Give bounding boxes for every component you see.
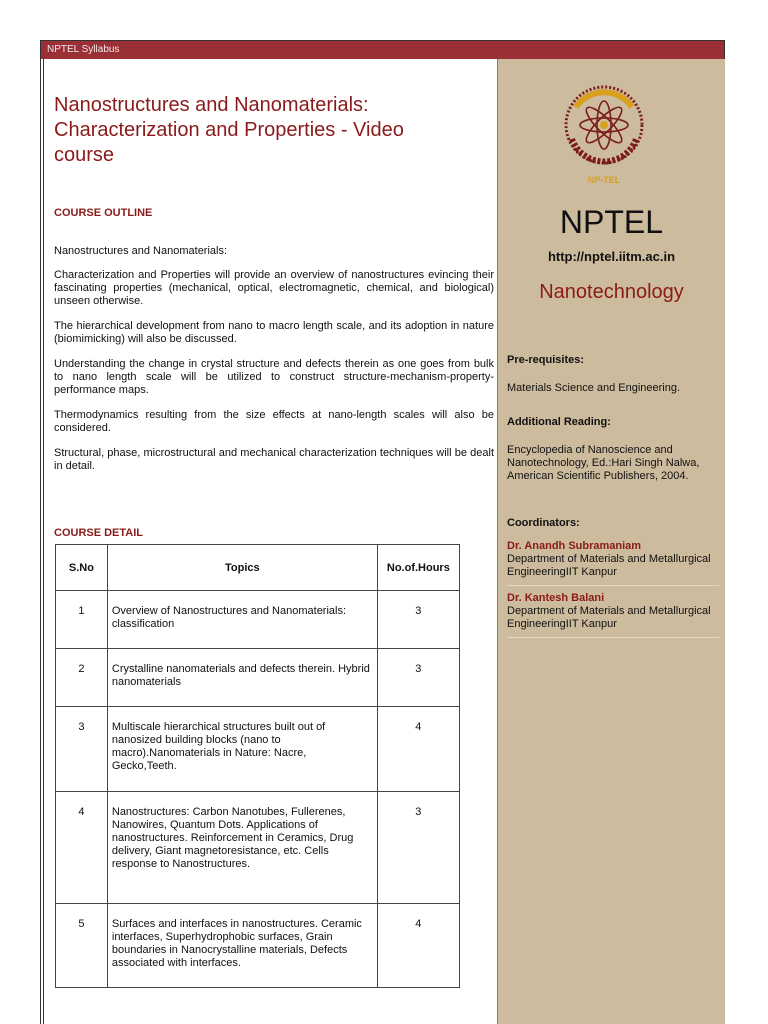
- table-row: [56, 707, 460, 792]
- coordinator-department: Department of Materials and Metallurgical EngineeringIIT Kanpur: [507, 605, 711, 630]
- table-row: [56, 591, 460, 649]
- cell-topic: Surfaces and interfaces in nanostructures. Ceramic interfaces, Superhydrophobic surfaces, Grain boundaries in Nanocrystalline materials, Defects associated with interfaces.: [107, 904, 377, 988]
- nptel-url-link[interactable]: http://nptel.iitm.ac.in: [547, 249, 676, 264]
- cell-hours: 4: [377, 904, 459, 988]
- cell-sno: 1: [56, 591, 108, 649]
- course-outline-heading: COURSE OUTLINE: [54, 207, 153, 219]
- outline-paragraph: Structural, phase, microstructural and mechanical characterization techniques will be dealt in detail.: [54, 447, 494, 472]
- additional-reading-label: Additional Reading:: [507, 416, 611, 428]
- table-row: [56, 649, 460, 707]
- cell-topic: Nanostructures: Carbon Nanotubes, Fullerenes, Nanowires, Quantum Dots. Applications of nanostructures. Reinforcement in Ceramics, Drug delivery, Giant magnetoresistance, etc. Cells response to Nanostructures.: [107, 792, 377, 904]
- divider: [507, 585, 719, 586]
- outline-paragraph: Characterization and Properties will provide an overview of nanostructures evincing their fascinating properties (mechanical, optical, electromagnetic, chemical, and biological) unseen otherwise.: [54, 269, 494, 307]
- coordinator-department: Department of Materials and Metallurgical EngineeringIIT Kanpur: [507, 553, 711, 578]
- course-detail-heading: COURSE DETAIL: [54, 527, 144, 539]
- coordinator-name: Dr. Kantesh Balani: [507, 592, 605, 604]
- outline-paragraph: Thermodynamics resulting from the size effects at nano-length scales will also be considered.: [54, 409, 494, 434]
- table-row: [56, 904, 460, 988]
- cell-sno: 3: [56, 707, 108, 792]
- cell-sno: 2: [56, 649, 108, 707]
- outline-paragraph: The hierarchical development from nano to macro length scale, and its adoption in nature (biomimicking) will also be discussed.: [54, 320, 494, 345]
- divider: [507, 637, 719, 638]
- course-title: Nanostructures and Nanomaterials: Characterization and Properties - Video course: [54, 94, 404, 166]
- header-hours: No.of.Hours: [377, 545, 459, 591]
- table-row: [56, 792, 460, 904]
- course-detail-table: [55, 544, 460, 988]
- main-content: [43, 59, 498, 1024]
- top-bar: [41, 41, 724, 59]
- table-header-row: [56, 545, 460, 591]
- outline-paragraph: Nanostructures and Nanomaterials:: [54, 245, 228, 257]
- header-topics: Topics: [107, 545, 377, 591]
- cell-topic: Overview of Nanostructures and Nanomaterials: classification: [107, 591, 377, 649]
- sidebar: [497, 59, 725, 1024]
- outline-paragraph: Understanding the change in crystal structure and defects therein as one goes from bulk to nano length scale will be utilized to construct structure-mechanism-property-performance maps.: [54, 358, 494, 396]
- additional-reading-text: Encyclopedia of Nanoscience and Nanotechnology, Ed.:Hari Singh Nalwa, American Scientific Publishers, 2004.: [507, 444, 700, 482]
- cell-topic: Crystalline nanomaterials and defects therein. Hybrid nanomaterials: [107, 649, 377, 707]
- nptel-logo-icon: [560, 79, 648, 191]
- cell-sno: 5: [56, 904, 108, 988]
- discipline-title: Nanotechnology: [539, 281, 684, 303]
- prerequisites-text: Materials Science and Engineering.: [507, 382, 681, 394]
- coordinator-name: Dr. Anandh Subramaniam: [507, 540, 642, 552]
- brand-name: NPTEL: [559, 204, 664, 240]
- top-bar-label: NPTEL Syllabus: [47, 44, 120, 55]
- prerequisites-label: Pre-requisites:: [507, 354, 585, 366]
- cell-topic: Multiscale hierarchical structures built out of nanosized building blocks (nano to macro).Nanomaterials in Nature: Nacre, Gecko,Teeth.: [107, 707, 377, 792]
- cell-hours: 3: [377, 649, 459, 707]
- coordinators-label: Coordinators:: [507, 517, 580, 529]
- cell-hours: 4: [377, 707, 459, 792]
- cell-hours: 3: [377, 591, 459, 649]
- header-sno: S.No: [56, 545, 108, 591]
- cell-sno: 4: [56, 792, 108, 904]
- cell-hours: 3: [377, 792, 459, 904]
- logo-text: NP-TEL: [587, 175, 621, 185]
